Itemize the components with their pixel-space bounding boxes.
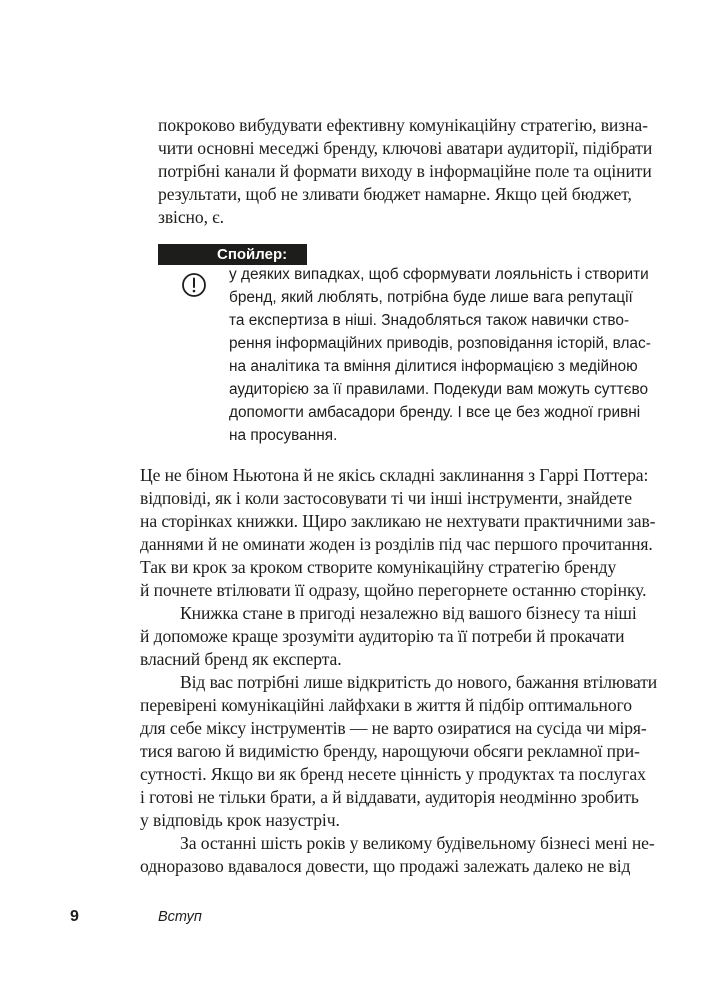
text-line: у відповідь крок назустріч. [140, 810, 340, 830]
text-line: потрібні канали й формати виходу в інформаційне поле та оцінити [158, 161, 652, 181]
text-line: покроково вибудувати ефективну комунікаційну стратегію, визна- [158, 115, 648, 135]
text-line: Це не біном Ньютона й не якісь складні заклинання з Гаррі Поттера: [140, 465, 649, 485]
spoiler-text-line: бренд, який люблять, потрібна буде лише вага репутації [229, 289, 633, 306]
spoiler-text-line: на аналітика та вміння ділитися інформацією з медійною [229, 358, 638, 375]
text-line: і готові не тільки брати, а й віддавати, аудиторія неодмінно зробить [140, 787, 639, 807]
section-title: Вступ [158, 909, 202, 925]
spoiler-text-line: у деяких випадках, щоб сформувати лояльність і створити [229, 266, 649, 283]
text-line: власний бренд як експерта. [140, 649, 342, 669]
spoiler-text-line: допомогти амбасадори бренду. І все це без жодної гривні [229, 404, 641, 421]
text-line: Книжка стане в пригоді незалежно від вашого бізнесу та ніші [180, 603, 637, 623]
spoiler-text-line: аудиторією за її правилами. Подекуди вам можуть суттєво [229, 381, 649, 398]
text-line: звісно, є. [158, 207, 224, 227]
page-number: 9 [70, 908, 79, 925]
text-line: одноразово вдавалося довести, що продажі залежать далеко не від [140, 856, 631, 876]
text-line: для себе міксу інструментів — не варто озиратися на сусіда чи міря- [140, 718, 647, 738]
exclamation-circle-icon [181, 272, 207, 298]
text-line: Від вас потрібні лише відкритість до нового, бажання втілювати [180, 672, 658, 692]
text-line: тися вагою й видимістю бренду, нарощуючи обсяги рекламної при- [140, 741, 640, 761]
text-line: Так ви крок за кроком створите комунікаційну стратегію бренду [140, 557, 617, 577]
spoiler-text-line: рення інформаційних приводів, розповідання історій, влас- [229, 335, 651, 352]
spoiler-text-line: та експертиза в ніші. Знадобляться також навички ство- [229, 312, 630, 329]
text-line: перевірені комунікаційні лайфхаки в життя й підбір оптимального [140, 695, 632, 715]
text-line: сутності. Якщо ви як бренд несете цінність у продуктах та послугах [140, 764, 646, 784]
text-line: відповіді, як і коли застосовувати ті чи інші інструменти, знайдете [140, 488, 632, 508]
text-line: й почнете втілювати її одразу, щойно перегорнете останню сторінку. [140, 580, 647, 600]
spoiler-label: Спойлер: [158, 244, 307, 265]
text-line: результати, щоб не зливати бюджет намарне. Якщо цей бюджет, [158, 184, 632, 204]
text-line: За останні шість років у великому будівельному бізнесі мені не- [180, 833, 655, 853]
text-line: на сторінках книжки. Щиро закликаю не нехтувати практичними зав- [140, 511, 656, 531]
text-line: чити основні меседжі бренду, ключові аватари аудиторії, підібрати [158, 138, 653, 158]
text-line: даннями й не оминати жоден із розділів під час першого прочитання. [140, 534, 653, 554]
spoiler-text-line: на просування. [229, 427, 338, 444]
text-line: й допоможе краще зрозуміти аудиторію та її потреби й прокачати [140, 626, 625, 646]
